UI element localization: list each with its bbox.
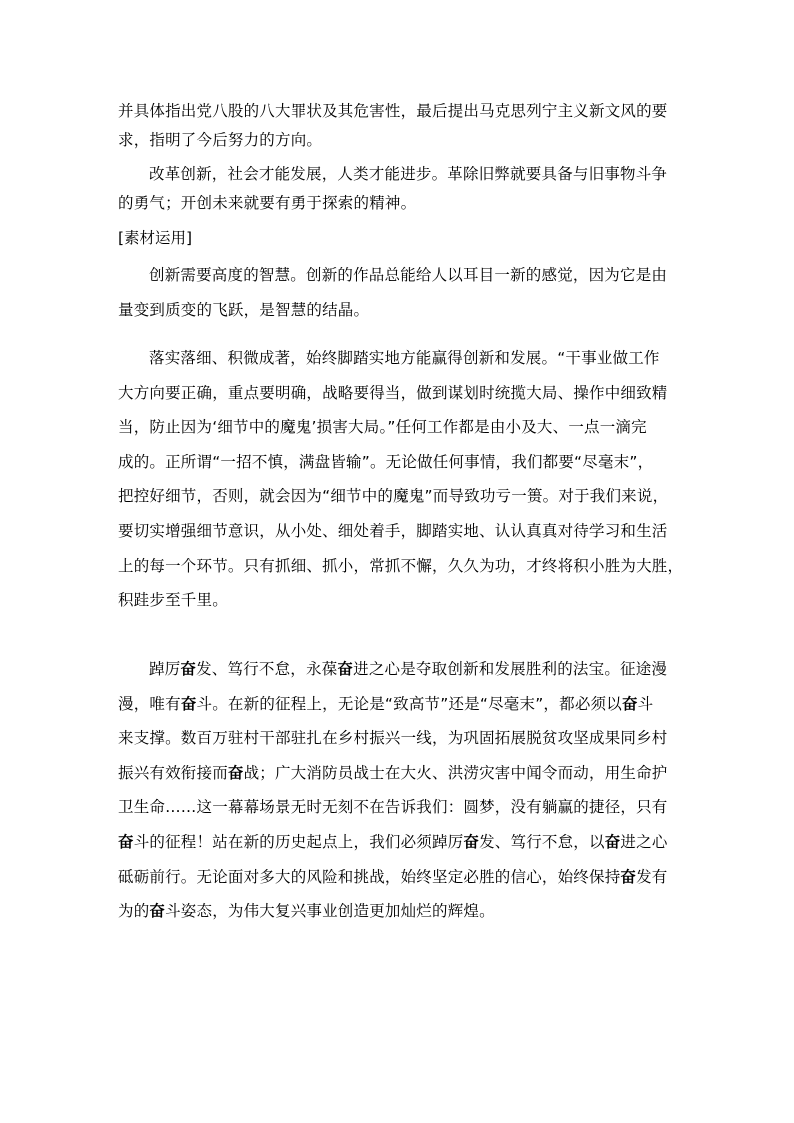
paragraph-striving <box>118 652 700 929</box>
text-line: 当，防止因为‘细节中的魔鬼’损害大局。”任何工作都是由小及大、一点一滴完 <box>118 418 647 437</box>
emphasis-char: 奋 <box>621 694 638 713</box>
text-line: 并具体指出党八股的八大罪状及其危害性，最后提出马克思列宁主义新文风的要 <box>118 102 668 120</box>
text-line: 上的每一个环节。只有抓细、抓小，常抓不懈，久久为功，才终将积小胜为大胜， <box>118 556 684 575</box>
text-line: 创新需要高度的智慧。创新的作品总能给人以耳目一新的感觉，因为它是由 <box>149 266 668 284</box>
section-label: [素材运用] <box>118 229 193 247</box>
text-line: 量变到质变的飞跃，是智慧的结晶。 <box>118 300 370 319</box>
text-line: 踔厉奋发、笃行不怠，永葆奋进之心是夺取创新和发展胜利的法宝。征途漫 <box>149 660 668 678</box>
text-line: 来支撑。数百万驻村干部驻扎在乡村振兴一线，为巩固拓展脱贫攻坚成果同乡村 <box>118 729 668 748</box>
text-line: 大方向要正确，重点要明确，战略要得当，做到谋划时统揽大局、操作中细致精 <box>118 383 668 402</box>
emphasis-char: 奋 <box>227 763 244 782</box>
emphasis-char: 奋 <box>118 832 134 851</box>
text-line: 求，指明了今后努力的方向。 <box>118 131 323 149</box>
text-line: 振兴有效衔接而奋战；广大消防员战士在大火、洪涝灾害中闻令而动，用生命护 <box>118 763 668 782</box>
text-line: 落实落细、积微成著，始终脚踏实地方能赢得创新和发展。“干事业做工作 <box>149 349 660 367</box>
text-line: 砥砺前行。无论面对多大的风险和挑战，始终坚定必胜的信心，始终保持奋发有 <box>118 867 668 886</box>
text-line: 要切实增强细节意识，从小处、细处着手，脚踏实地、认认真真对待学习和生活 <box>118 521 668 540</box>
text-line: 奋斗的征程！站在新的历史起点上，我们必须踔厉奋发、笃行不怠，以奋进之心 <box>118 832 668 851</box>
text-line: 的勇气；开创未来就要有勇于探索的精神。 <box>118 194 417 212</box>
intro-paragraph <box>118 97 700 155</box>
text-line: 为的奋斗姿态，为伟大复兴事业创造更加灿烂的辉煌。 <box>118 902 495 921</box>
text-line: 成的。正所谓“一招不慎，满盘皆输”。无论做任何事情，我们都要“尽毫末”， <box>118 452 654 471</box>
emphasis-char: 奋 <box>180 694 197 713</box>
emphasis-char: 奋 <box>337 660 354 678</box>
summary-paragraph <box>118 160 700 218</box>
text-line: 把控好细节，否则，就会因为“细节中的魔鬼”而导致功亏一篑。对于我们来说， <box>118 487 669 506</box>
emphasis-char: 奋 <box>620 867 637 886</box>
paragraph-wisdom <box>118 258 700 327</box>
emphasis-char: 奋 <box>149 902 166 921</box>
paragraph-details <box>118 341 700 618</box>
text-line: 积跬步至千里。 <box>118 591 228 610</box>
text-line: 卫生命……这一幕幕场景无时无刻不在告诉我们：圆梦，没有躺赢的捷径，只有 <box>118 798 668 817</box>
emphasis-char: 奋 <box>604 832 621 851</box>
emphasis-char: 奋 <box>180 660 197 678</box>
text-line: 漫，唯有奋斗。在新的征程上，无论是“致高节”还是“尽毫末”，都必须以奋斗 <box>118 694 654 713</box>
emphasis-char: 奋 <box>463 832 480 851</box>
text-line: 改革创新，社会才能发展，人类才能进步。革除旧弊就要具备与旧事物斗争 <box>149 165 668 183</box>
